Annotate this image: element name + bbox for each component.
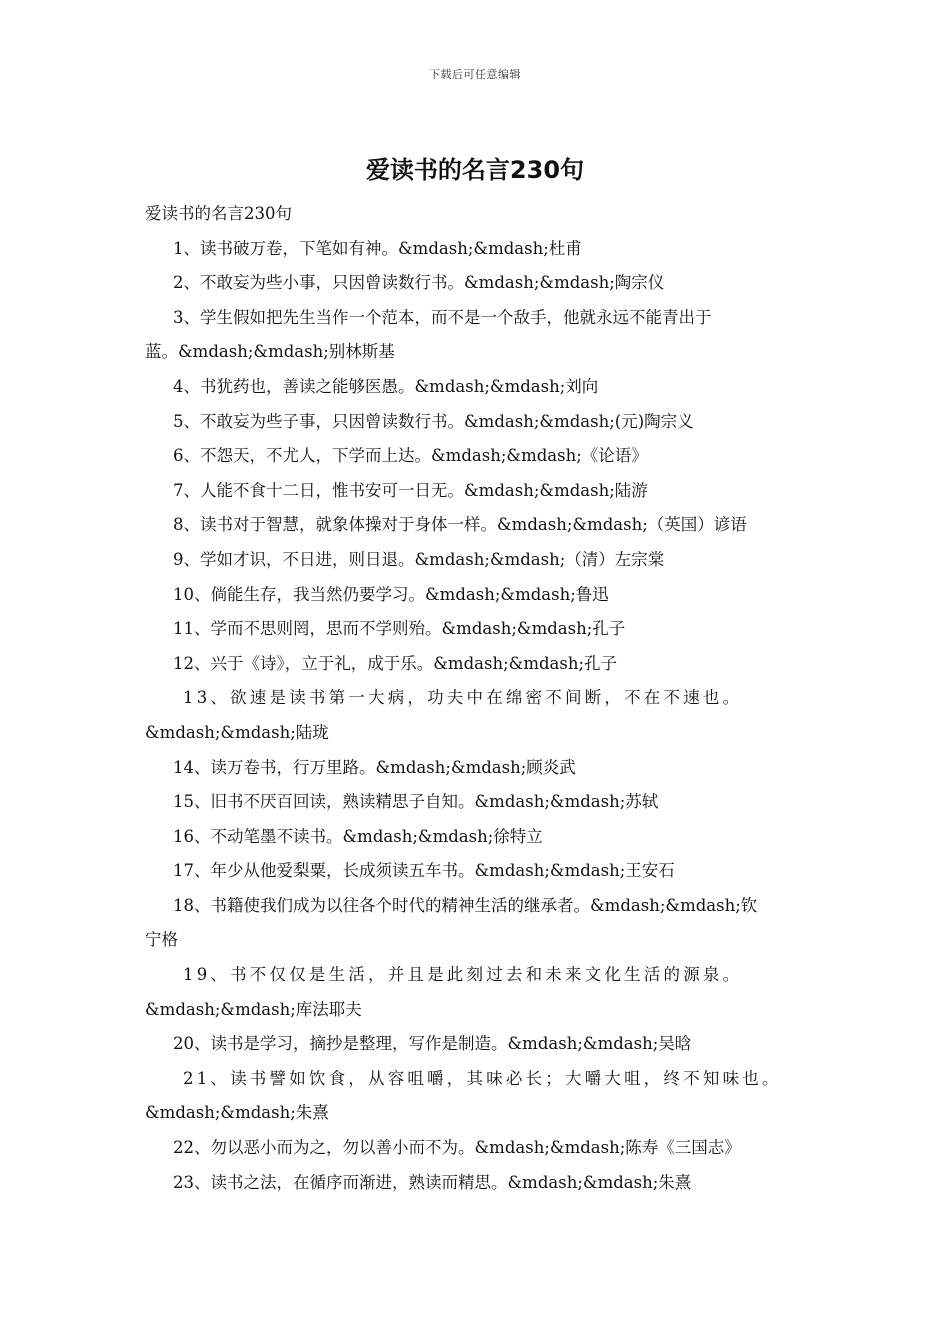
quote-item: 1、读书破万卷，下笔如有神。&mdash;&mdash;杜甫 xyxy=(173,238,582,258)
quote-item: 5、不敢妄为些子事，只因曾读数行书。&mdash;&mdash;(元)陶宗义 xyxy=(173,411,694,431)
quote-item: 15、旧书不厌百回读，熟读精思子自知。&mdash;&mdash;苏轼 xyxy=(173,792,659,812)
document-body xyxy=(145,197,825,1200)
header-note: 下载后可任意编辑 xyxy=(429,68,521,81)
quote-list xyxy=(145,232,825,1201)
quote-continuation: 蓝。&mdash;&mdash;别林斯基 xyxy=(145,342,395,362)
quote-item: 11、学而不思则罔，思而不学则殆。&mdash;&mdash;孔子 xyxy=(173,619,626,639)
quote-item: 3、学生假如把先生当作一个范本，而不是一个敌手，他就永远不能青出于 xyxy=(173,307,712,327)
quote-item: 21、读书譬如饮食，从容咀嚼，其味必长；大嚼大咀，终不知味也。 xyxy=(183,1068,782,1088)
document-subtitle: 爱读书的名言230句 xyxy=(145,204,292,223)
quote-item: 23、读书之法，在循序而渐进，熟读而精思。&mdash;&mdash;朱熹 xyxy=(173,1172,692,1192)
quote-continuation: &mdash;&mdash;库法耶夫 xyxy=(145,999,362,1019)
page-title: 爱读书的名言230句 xyxy=(365,156,585,184)
quote-item: 10、倘能生存，我当然仍要学习。&mdash;&mdash;鲁迅 xyxy=(173,584,609,604)
quote-item: 6、不怨天，不尤人，下学而上达。&mdash;&mdash;《论语》 xyxy=(173,446,648,466)
quote-item: 13、欲速是读书第一大病，功夫中在绵密不间断，不在不速也。 xyxy=(183,688,743,708)
quote-item: 19、书不仅仅是生活，并且是此刻过去和未来文化生活的源泉。 xyxy=(183,965,743,985)
quote-item: 14、读万卷书，行万里路。&mdash;&mdash;顾炎武 xyxy=(173,757,576,777)
quote-item: 16、不动笔墨不读书。&mdash;&mdash;徐特立 xyxy=(173,826,543,846)
quote-item: 20、读书是学习，摘抄是整理，写作是制造。&mdash;&mdash;吴晗 xyxy=(173,1034,692,1054)
quote-item: 18、书籍使我们成为以往各个时代的精神生活的继承者。&mdash;&mdash;钦 xyxy=(173,895,758,915)
quote-item: 17、年少从他爱梨粟，长成须读五车书。&mdash;&mdash;王安石 xyxy=(173,861,675,881)
quote-item: 8、读书对于智慧，就象体操对于身体一样。&mdash;&mdash;（英国）谚语 xyxy=(173,515,747,535)
quote-item: 22、勿以恶小而为之，勿以善小而不为。&mdash;&mdash;陈寿《三国志》 xyxy=(173,1138,741,1158)
quote-item: 12、兴于《诗》，立于礼，成于乐。&mdash;&mdash;孔子 xyxy=(173,653,618,673)
quote-item: 9、学如才识，不日进，则日退。&mdash;&mdash;（清）左宗棠 xyxy=(173,549,665,569)
quote-item: 7、人能不食十二日，惟书安可一日无。&mdash;&mdash;陆游 xyxy=(173,480,648,500)
quote-continuation: &mdash;&mdash;朱熹 xyxy=(145,1103,329,1123)
quote-continuation: &mdash;&mdash;陆珑 xyxy=(145,722,329,742)
quote-item: 2、不敢妄为些小事，只因曾读数行书。&mdash;&mdash;陶宗仪 xyxy=(173,273,665,293)
quote-item: 4、书犹药也，善读之能够医愚。&mdash;&mdash;刘向 xyxy=(173,376,599,396)
quote-continuation: 宁格 xyxy=(145,930,178,950)
